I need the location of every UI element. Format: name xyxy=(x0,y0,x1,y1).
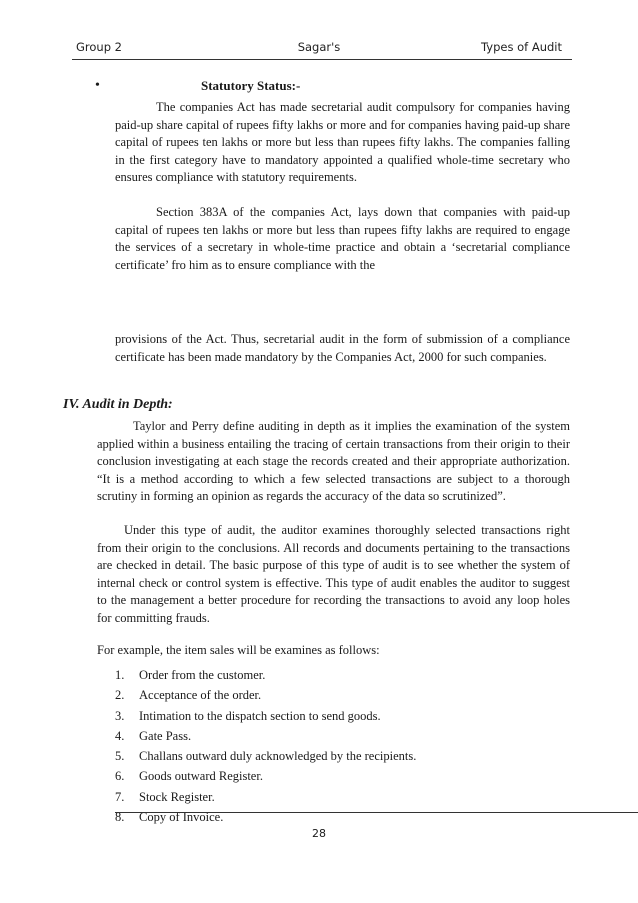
statutory-status-heading: Statutory Status:- xyxy=(201,78,301,93)
list-item: 1. Order from the customer. xyxy=(115,668,266,682)
statutory-paragraph-1: The companies Act has made secretarial audit compulsory for companies having paid-up share capital of rupees fifty lakhs or more and for companies having paid-up share capital of rupees ten lakhs or more but less than rupees fifty lakhs. The companies falling in the first category have to mandatory appointed a qualified whole-time secretary who ensures compliance with statutory requirements. xyxy=(115,100,570,184)
page-number: 28 xyxy=(312,827,326,840)
bullet-icon: • xyxy=(95,78,100,93)
depth-paragraph-2: Under this type of audit, the auditor examines thoroughly selected transactions right from their origin to the conclusions. All records and documents pertaining to the transactions are checked in detail. The basic purpose of this type of audit is to see whether the system of internal check or control system is effective. This type of audit enables the auditor to suggest to the management a better procedure for recording the transactions to avoid any loop holes for committing frauds. xyxy=(97,523,570,625)
example-intro: For example, the item sales will be examines as follows: xyxy=(97,643,380,657)
depth-paragraph-1: Taylor and Perry define auditing in depth as it implies the examination of the system applied within a business entailing the tracing of certain transactions from their origin to their conclusion investigating at each stage the records created and their appropriate authorization. “It is a method according to which a few selected transactions are subject to a thorough scrutiny in forming an opinion as regards the accuracy of the data so scrutinized”. xyxy=(97,419,570,503)
list-item: 8. Copy of Invoice. xyxy=(115,810,224,825)
list-item: 3. Intimation to the dispatch section to send goods. xyxy=(115,708,381,723)
list-item: 6. Goods outward Register. xyxy=(115,769,263,784)
list-item: 4. Gate Pass. xyxy=(115,728,192,743)
statutory-paragraph-3: provisions of the Act. Thus, secretarial audit in the form of submission of a compliance certificate has been made mandatory by the Companies Act, 2000 for such companies. xyxy=(115,332,570,364)
list-item: 5. Challans outward duly acknowledged by the recipients. xyxy=(115,749,417,764)
footer-divider xyxy=(115,812,638,813)
list-item: 7. Stock Register. xyxy=(115,789,215,804)
header-author: Sagar's xyxy=(297,40,341,54)
sales-steps-list xyxy=(115,665,416,827)
header-group: Group 2 xyxy=(76,40,122,54)
audit-in-depth-heading: IV. Audit in Depth: xyxy=(63,397,173,412)
header-chapter: Types of Audit xyxy=(481,40,562,54)
header-divider xyxy=(72,59,572,60)
list-item: 2. Acceptance of the order. xyxy=(115,688,262,703)
statutory-paragraph-2: Section 383A of the companies Act, lays down that companies with paid-up capital of rupees ten lakhs or more but less than rupees fifty lakhs are required to engage the services of a secretary in whole-time practice and obtain a ‘secretarial compliance certificate’ fro him as to ensure compliance with the xyxy=(115,205,570,272)
